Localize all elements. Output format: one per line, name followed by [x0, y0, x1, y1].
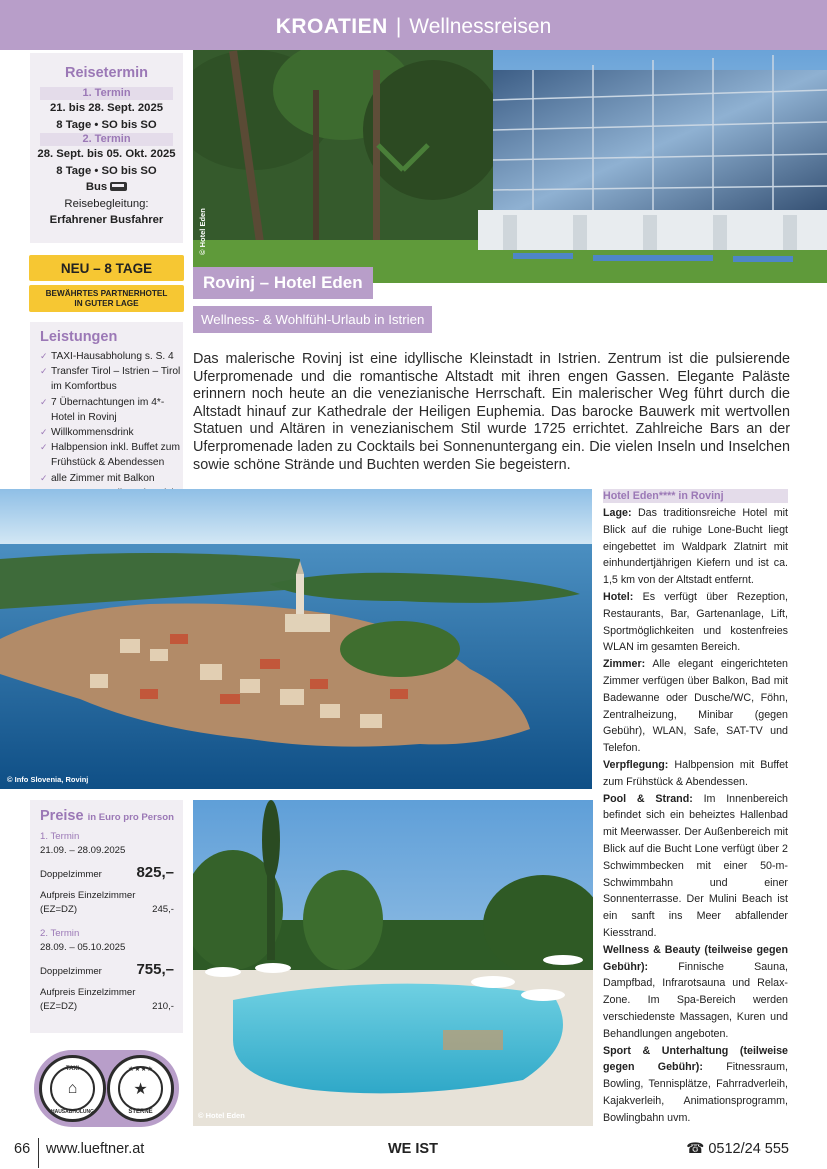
preise-t1-ez-price: 245,-	[152, 904, 174, 915]
info-pool	[603, 791, 788, 942]
taxi-badge	[39, 1055, 106, 1122]
badges-pill	[34, 1050, 179, 1127]
leistung-item: ✓ Willkommensdrink	[40, 425, 183, 440]
info-verpflegung	[603, 757, 788, 791]
reisetermin-box	[30, 53, 183, 243]
reisebegleitung-label: Reisebegleitung:	[64, 197, 149, 210]
info-lage-text: Das traditionsreiche Hotel mit Blick auf die ruhige Lone-Bucht liegt eingebettet im Waldpark Zlatnirt mit einhundertjährigen Kiefern und ist ca. 1,5 km von der Altstadt entfernt.	[603, 507, 788, 587]
info-hotel	[603, 589, 788, 656]
termin1-label: 1. Termin	[40, 87, 173, 100]
info-wellness-text: Finnische Sauna, Dampfbad, Infrarotsauna und Relax-Zone. Im Spa-Bereich werden verschiedenste Massagen, Kuren und Behandlungen angeboten.	[603, 960, 788, 1040]
preise-title-label: Preise	[40, 808, 84, 824]
hotel-subtitle: Wellness- & Wohlfühl-Urlaub in Istrien	[193, 306, 432, 333]
badge-partner-line2: IN GUTER LAGE	[74, 299, 139, 308]
preise-title	[40, 808, 174, 824]
photo-credit-hotel: © Hotel Eden	[198, 208, 207, 255]
leistungen-title: Leistungen	[40, 329, 118, 345]
pool-photo	[193, 800, 593, 1126]
info-wellness	[603, 942, 788, 1043]
hotel-info-heading: Hotel Eden**** in Rovinj	[603, 489, 788, 503]
header-category: Wellnessreisen	[409, 15, 552, 38]
sterne-badge-label: STERNE	[128, 1109, 153, 1115]
taxi-badge-top: TAXI	[65, 1066, 80, 1072]
house-icon: ⌂	[67, 1079, 78, 1097]
leistung-item: ✓ TAXI-Hausabholung s. S. 4	[40, 349, 183, 364]
phone-icon: ☎	[686, 1141, 705, 1157]
leistung-item: ✓ Halbpension inkl. Buffet zum Frühstück & Abendessen	[40, 440, 183, 470]
intro-text: Das malerische Rovinj ist eine idyllische Kleinstadt in Istrien. Zentrum ist die pulsierende Uferpromenade und die romantische Altstadt mit ihren engen Gassen. Elegante Paläste erinnern noch heute an die venezianische Herrschaft. Ein malerischer Weg führt durch die Altstadt hinauf zur Kathedrale der Heiligen Euphemia. Das barocke Bauwerk mit wertvollen Statuen und Altären in venezianischem Stil wurde 1725 errichtet. Zahlreiche Bars an der Uferpromenade laden zu Cocktails bei Sonnenuntergang ein. Die vielen Inseln und Inselchen sowie schöne Strände und Buchten werden Sie begeistern.	[193, 351, 790, 473]
preise-t2-label: 2. Termin	[40, 928, 80, 939]
preise-t2-doppel-price: 755,–	[136, 961, 174, 978]
footer-phone	[686, 1141, 789, 1157]
preise-t2-ez-label: Aufpreis Einzelzimmer	[40, 987, 136, 998]
info-wellness-label: Wellness & Beauty (teilweise gegen Gebühr):	[603, 943, 788, 973]
preise-t1-doppel-label: Doppelzimmer	[40, 869, 102, 880]
info-sport-text: Fitnessraum, Bowling, Tennisplätze, Fahrradverleih, Kajakverleih, Animationsprogramm, Bowlingbahn uvm.	[603, 1061, 788, 1124]
info-lage-label: Lage:	[603, 507, 632, 519]
info-hotel-text: Es verfügt über Rezeption, Restaurants, Bar, Gartenanlage, Lift, Sportmöglichkeiten und kostenfreies WLAN im gesamten Bereich.	[603, 590, 788, 654]
preise-t2-ez-price: 210,-	[152, 1001, 174, 1012]
hotel-title: Rovinj – Hotel Eden	[193, 267, 373, 299]
footer-divider	[38, 1138, 39, 1168]
info-sport-label: Sport & Unterhaltung (teilweise gegen Gebühr):	[603, 1044, 788, 1074]
preise-t2-ez-row	[40, 1000, 174, 1014]
leistung-item: ✓ alle Zimmer mit Balkon	[40, 471, 183, 486]
footer-website[interactable]: www.lueftner.at	[46, 1141, 145, 1157]
badge-partnerhotel	[29, 285, 184, 312]
star-icon: ★	[133, 1080, 148, 1098]
termin2-label: 2. Termin	[40, 133, 173, 146]
footer-phone-number: 0512/24 555	[708, 1141, 789, 1157]
preise-t2-doppel-label: Doppelzimmer	[40, 966, 102, 977]
rovinj-aerial-photo	[0, 489, 592, 789]
info-lage	[603, 505, 788, 589]
termin2-days: 8 Tage • SO bis SO	[56, 164, 157, 177]
preise-t1-ez-row	[40, 903, 174, 917]
preise-box	[30, 800, 183, 1033]
hotel-eden-photo	[193, 50, 827, 283]
photo-credit-pool: © Hotel Eden	[198, 1111, 245, 1120]
info-zimmer-text: Alle elegant eingerichteten Zimmer verfügen über Balkon, Bad mit Badewanne oder Dusche/WC, Föhn, Zentralheizung, Minibar (gegen Gebühr), WLAN, Safe, SAT-TV und Telefon.	[603, 658, 788, 755]
info-pool-text: Im Innenbereich befindet sich ein beheiztes Hallenbad mit Meerwasser. Der Außenbereich mit Blick auf die Bucht Lone verfügt über 2 Schwimmbecken mit einer 50-m-Schwimmbahn und einer Sonnenterrasse. Der Mulini Beach ist ein sanft ins Meer abfallender Kiesstrand.	[603, 792, 788, 939]
info-zimmer	[603, 656, 788, 757]
preise-t1-ez-sub: (EZ=DZ)	[40, 904, 78, 915]
termin1-days: 8 Tage • SO bis SO	[56, 118, 157, 131]
stars-row-icon: ★★★★	[127, 1066, 154, 1073]
header-country: KROATIEN	[275, 15, 388, 38]
leistungen-list	[40, 349, 183, 501]
info-sport	[603, 1043, 788, 1127]
info-pool-label: Pool & Strand:	[603, 792, 693, 805]
leistung-item: ✓ 7 Übernachtungen im 4*-Hotel in Rovinj	[40, 395, 183, 425]
bus-line	[30, 179, 183, 196]
busfahrer-label: Erfahrener Busfahrer	[49, 214, 164, 226]
header-separator: |	[395, 15, 402, 38]
termin2-dates: 28. Sept. bis 05. Okt. 2025	[37, 148, 176, 160]
sterne-badge	[107, 1055, 174, 1122]
preise-t1-dates: 21.09. – 28.09.2025	[40, 845, 126, 856]
leistung-item: ✓ Transfer Tirol – Istrien – Tirol im Komfortbus	[40, 364, 183, 394]
preise-t1-ez-label: Aufpreis Einzelzimmer	[40, 890, 136, 901]
info-zimmer-label: Zimmer:	[603, 658, 646, 671]
preise-t1-label: 1. Termin	[40, 831, 80, 842]
termin1-dates: 21. bis 28. Sept. 2025	[49, 102, 164, 114]
footer-center: WE IST	[388, 1141, 438, 1157]
preise-t2-dates: 28.09. – 05.10.2025	[40, 942, 126, 953]
photo-credit-rovinj: © Info Slovenia, Rovinj	[7, 775, 89, 784]
bus-icon	[110, 182, 127, 191]
bus-label: Bus	[85, 181, 108, 193]
info-verpflegung-label: Verpflegung:	[603, 758, 669, 771]
preise-unit: in Euro pro Person	[87, 812, 174, 823]
preise-t1-doppel-price: 825,–	[136, 864, 174, 881]
preise-t1-doppel-row	[40, 864, 174, 881]
preise-t2-ez-sub: (EZ=DZ)	[40, 1001, 78, 1012]
page-footer	[0, 1138, 827, 1162]
page-header	[0, 0, 827, 50]
info-hotel-label: Hotel:	[603, 590, 634, 603]
taxi-badge-bottom: HAUSABHOLUNG	[50, 1109, 95, 1115]
preise-t2-doppel-row	[40, 961, 174, 978]
info-verpflegung-text: Halbpension mit Buffet zum Frühstück & Abendessen.	[603, 758, 788, 788]
reisetermin-title: Reisetermin	[64, 65, 148, 81]
badge-partner-line1: BEWÄHRTES PARTNERHOTEL	[45, 289, 168, 298]
page-number: 66	[14, 1141, 31, 1157]
hotel-info-column	[603, 489, 788, 1126]
badge-neu: NEU – 8 TAGE	[29, 255, 184, 281]
